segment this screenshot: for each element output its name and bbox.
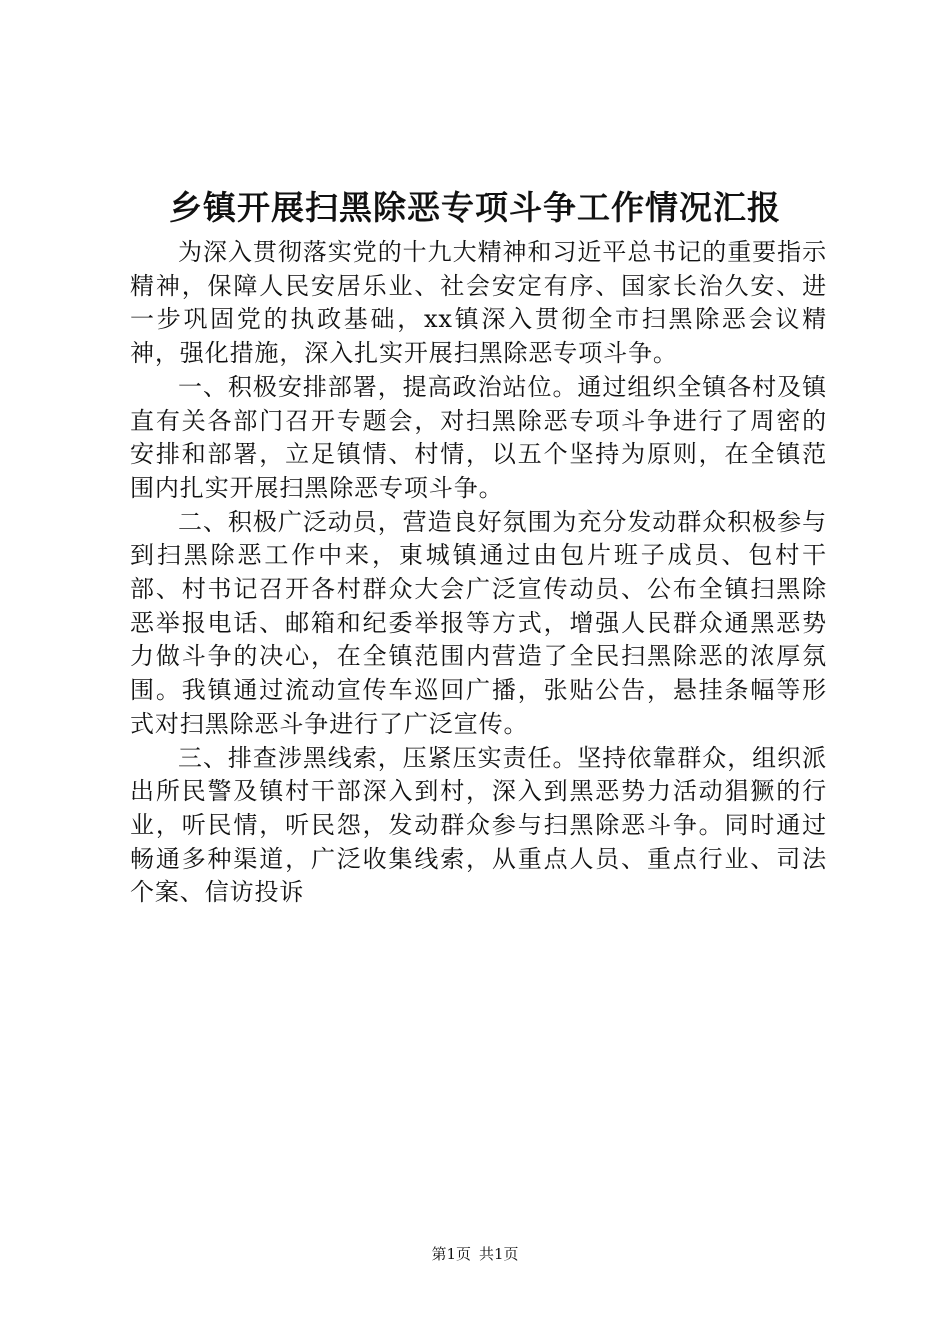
page-footer — [0, 1244, 950, 1264]
paragraph-section-3: 三、排查涉黑线索，压紧压实责任。坚持依靠群众，组织派出所民警及镇村干部深入到村，深入到黑恶势力活动猖獗的行业，听民情，听民怨，发动群众参与扫黑除恶斗争。同时通过畅通多种渠道，广泛收集线索，从重点人员、重点行业、司法个案、信访投诉 — [130, 743, 827, 907]
paragraph-section-1: 一、积极安排部署，提高政治站位。通过组织全镇各村及镇直有关各部门召开专题会，对扫黑除恶专项斗争进行了周密的安排和部署，立足镇情、村情，以五个坚持为原则，在全镇范围内扎实开展扫黑除恶专项斗争。 — [130, 372, 827, 502]
document-body — [130, 236, 827, 910]
document-title: 乡镇开展扫黑除恶专项斗争工作情况汇报 — [169, 188, 781, 227]
page-number: 第1页 — [431, 1245, 471, 1263]
paragraph-section-2: 二、积极广泛动员，营造良好氛围为充分发动群众积极参与到扫黑除恶工作中来，東城镇通过由包片班子成员、包村干部、村书记召开各村群众大会广泛宣传动员、公布全镇扫黑除恶举报电话、邮箱和纪委举报等方式，增强人民群众通黑恶势力做斗争的决心，在全镇范围内营造了全民扫黑除恶的浓厚氛围。我镇通过流动宣传车巡回广播，张贴公告，悬挂条幅等形式对扫黑除恶斗争进行了广泛宣传。 — [130, 507, 827, 738]
paragraph-intro: 为深入贯彻落实党的十九大精神和习近平总书记的重要指示精神，保障人民安居乐业、社会安定有序、国家长治久安、进一步巩固党的执政基础，xx镇深入贯彻全市扫黑除恶会议精神，强化措施，深入扎实开展扫黑除恶专项斗争。 — [130, 238, 827, 368]
page-total: 共1页 — [479, 1245, 519, 1263]
